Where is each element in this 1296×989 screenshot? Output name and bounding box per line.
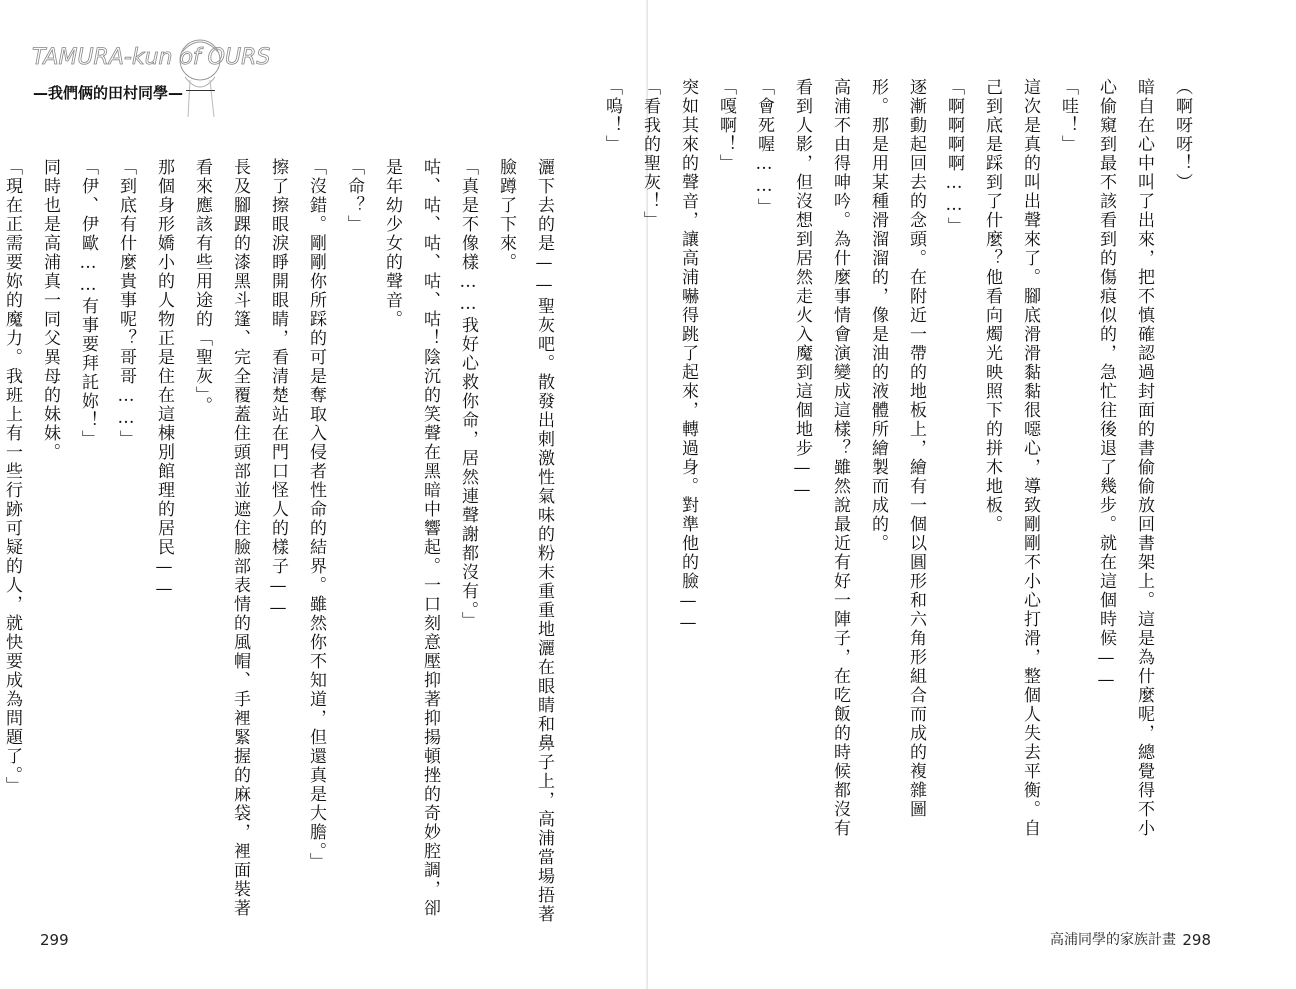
- text-column: 形。那是用某種滑溜溜的，像是油的液體所繪製而成的。: [868, 78, 888, 553]
- left-page-body: [0, 158, 563, 928]
- text-column: 「到底有什麼貴事呢？哥哥……」: [116, 158, 136, 449]
- text-column: 高浦不由得呻吟。為什麼事情會演變成這樣？雖然說最近有好一陣子，在吃飯的時候都沒有: [830, 78, 850, 838]
- text-column: （啊呀呀！）: [1172, 78, 1192, 192]
- page-number: 298: [1182, 931, 1211, 949]
- text-column: 臉蹲了下來。: [496, 158, 516, 272]
- text-column: 長及腳踝的漆黑斗篷、完全覆蓋住頭部並遮住臉部表情的風帽、手裡緊握的麻袋，裡面裝著: [230, 158, 250, 918]
- text-column: 「啊啊啊啊……」: [944, 78, 964, 236]
- text-column: 咕、咕、咕、咕、咕！陰沉的笑聲在黑暗中響起。一口刻意壓抑著抑揚頓挫的奇妙腔調，卻: [420, 158, 440, 918]
- text-column: 心偷窺到最不該看到的傷痕似的，急忙往後退了幾步。就在這個時候——: [1096, 78, 1116, 692]
- text-column: 「看我的聖灰！」: [640, 78, 660, 230]
- text-column: 「會死喔……」: [754, 78, 774, 217]
- text-column: 「伊、伊歐……有事要拜託妳！」: [78, 158, 98, 449]
- text-column: 「命？」: [344, 158, 364, 234]
- series-title: —我們俩的田村同學—: [30, 82, 186, 103]
- text-column: 「現在正需要妳的魔力。我班上有一些行跡可疑的人，就快要成為問題了。」: [2, 158, 22, 796]
- text-column: 暗自在心中叫了出來，把不慎確認過封面的書偷偷放回書架上。這是為什麼呢，總覺得不小: [1134, 78, 1154, 838]
- logo-wordmark: TAMURA-kun of OURS: [32, 45, 271, 70]
- text-column: 己到底是踩到了什麼？他看向燭光映照下的拼木地板。: [982, 78, 1002, 534]
- text-column: 「真是不像樣……我好心救你命，居然連聲謝都沒有。」: [458, 158, 478, 631]
- series-header: [30, 22, 271, 112]
- text-column: 逐漸動起回去的念頭。在附近一帶的地板上，繪有一個以圓形和六角形組合而成的複雜圖: [906, 78, 926, 819]
- page-number: 299: [40, 931, 69, 949]
- right-page-body: [593, 78, 1201, 928]
- text-column: 那個身形嬌小的人物正是住在這棟別館理的居民——: [154, 158, 174, 601]
- text-column: 灑下去的是——聖灰吧。散發出刺激性氣味的粉末重重地灑在眼睛和鼻子上，高浦當場捂著: [534, 158, 554, 924]
- right-page: [602, 0, 1296, 989]
- text-column: 同時也是高浦真一同父異母的妹妹。: [40, 158, 60, 462]
- text-column: 突如其來的聲音，讓高浦嚇得跳了起來，轉過身。對準他的臉——: [678, 78, 698, 635]
- text-column: 「哇！」: [1058, 78, 1078, 154]
- text-column: 是年幼少女的聲音。: [382, 158, 402, 329]
- running-title: 高浦同學的家族計畫: [1050, 932, 1176, 948]
- text-column: 「嘎啊！」: [716, 78, 736, 173]
- text-column: 擦了擦眼淚睜開眼睛，看清楚站在門口怪人的樣子——: [268, 158, 288, 620]
- text-column: 看來應該有些用途的「聖灰」。: [192, 158, 212, 416]
- text-column: 看到人影，但沒想到居然走火入魔到這個地步——: [792, 78, 812, 502]
- logo-illustration-icon: [30, 22, 271, 132]
- text-column: 「沒錯。剛剛你所踩的可是奪取入侵者性命的結界。雖然你不知道，但還真是大膽。」: [306, 158, 326, 872]
- text-column: 這次是真的叫出聲來了。腳底滑滑黏黏很噁心，導致剛剛不小心打滑，整個人失去平衡。自: [1020, 78, 1040, 838]
- text-column: 「嗚！」: [602, 78, 622, 154]
